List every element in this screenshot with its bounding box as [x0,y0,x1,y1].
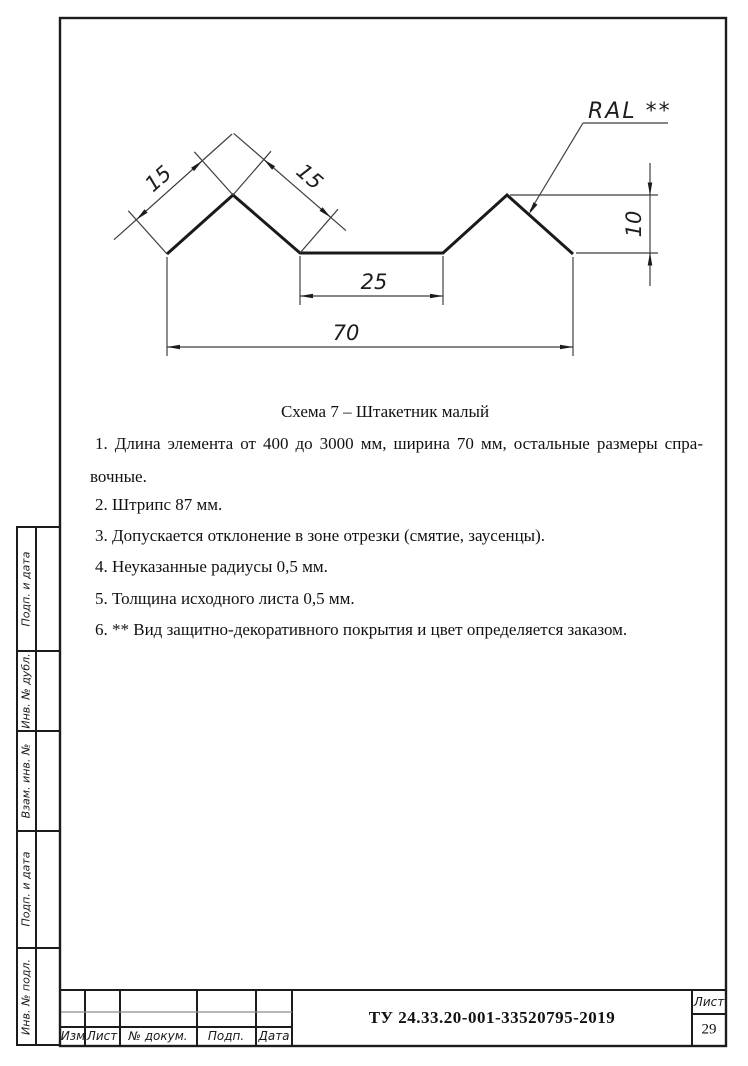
dim-slope-left: 15 [140,160,177,197]
note-line-3: 3. Допускается отклонение в зоне отрезки (смятие, заусенцы). [95,526,546,545]
title-block-col-n-dokum: № докум. [128,1029,188,1043]
dimension-lines [114,123,668,356]
coating-label: RAL ** [588,99,672,124]
dim-height: 10 [622,210,646,238]
sheet-label: Лист [693,995,725,1009]
sidebar-label-vzam-inv-n: Взам. инв. № [19,743,33,819]
dim-total-width: 70 [332,321,360,345]
title-block-col-podp: Подп. [207,1029,245,1043]
dim-slope-right: 15 [291,158,328,195]
sidebar-label-podp-i-data-1: Подп. и дата [19,551,33,627]
sidebar-label-inv-n-dubl: Инв. № дубл. [19,653,33,729]
sidebar-label-inv-n-podl: Инв. № подл. [19,959,33,1035]
title-block-col-list: Лист [86,1029,118,1043]
note-line-5: 5. Толщина исходного листа 0,5 мм. [95,589,355,608]
figure-caption: Схема 7 – Штакетник малый [280,402,490,421]
note-line-1-continuation: вочные. [90,467,147,486]
sidebar-label-podp-i-data-2: Подп. и дата [19,851,33,927]
note-line-1: 1. Длина элемента от 400 до 3000 мм, ширина 70 мм, остальные размеры спра- [95,434,703,453]
title-block-col-data: Дата [258,1029,290,1043]
sheet-number: 29 [701,1021,717,1038]
document-number: ТУ 24.33.20-001-33520795-2019 [368,1008,616,1027]
note-line-2: 2. Штрипс 87 мм. [95,495,223,514]
dim-flat-width: 25 [360,270,388,294]
title-block-col-izm: Изм [60,1029,86,1043]
note-line-4: 4. Неуказанные радиусы 0,5 мм. [95,557,328,576]
profile-outline [167,195,573,254]
note-line-6: 6. ** Вид защитно-декоративного покрытия и цвет определяется заказом. [95,620,628,639]
